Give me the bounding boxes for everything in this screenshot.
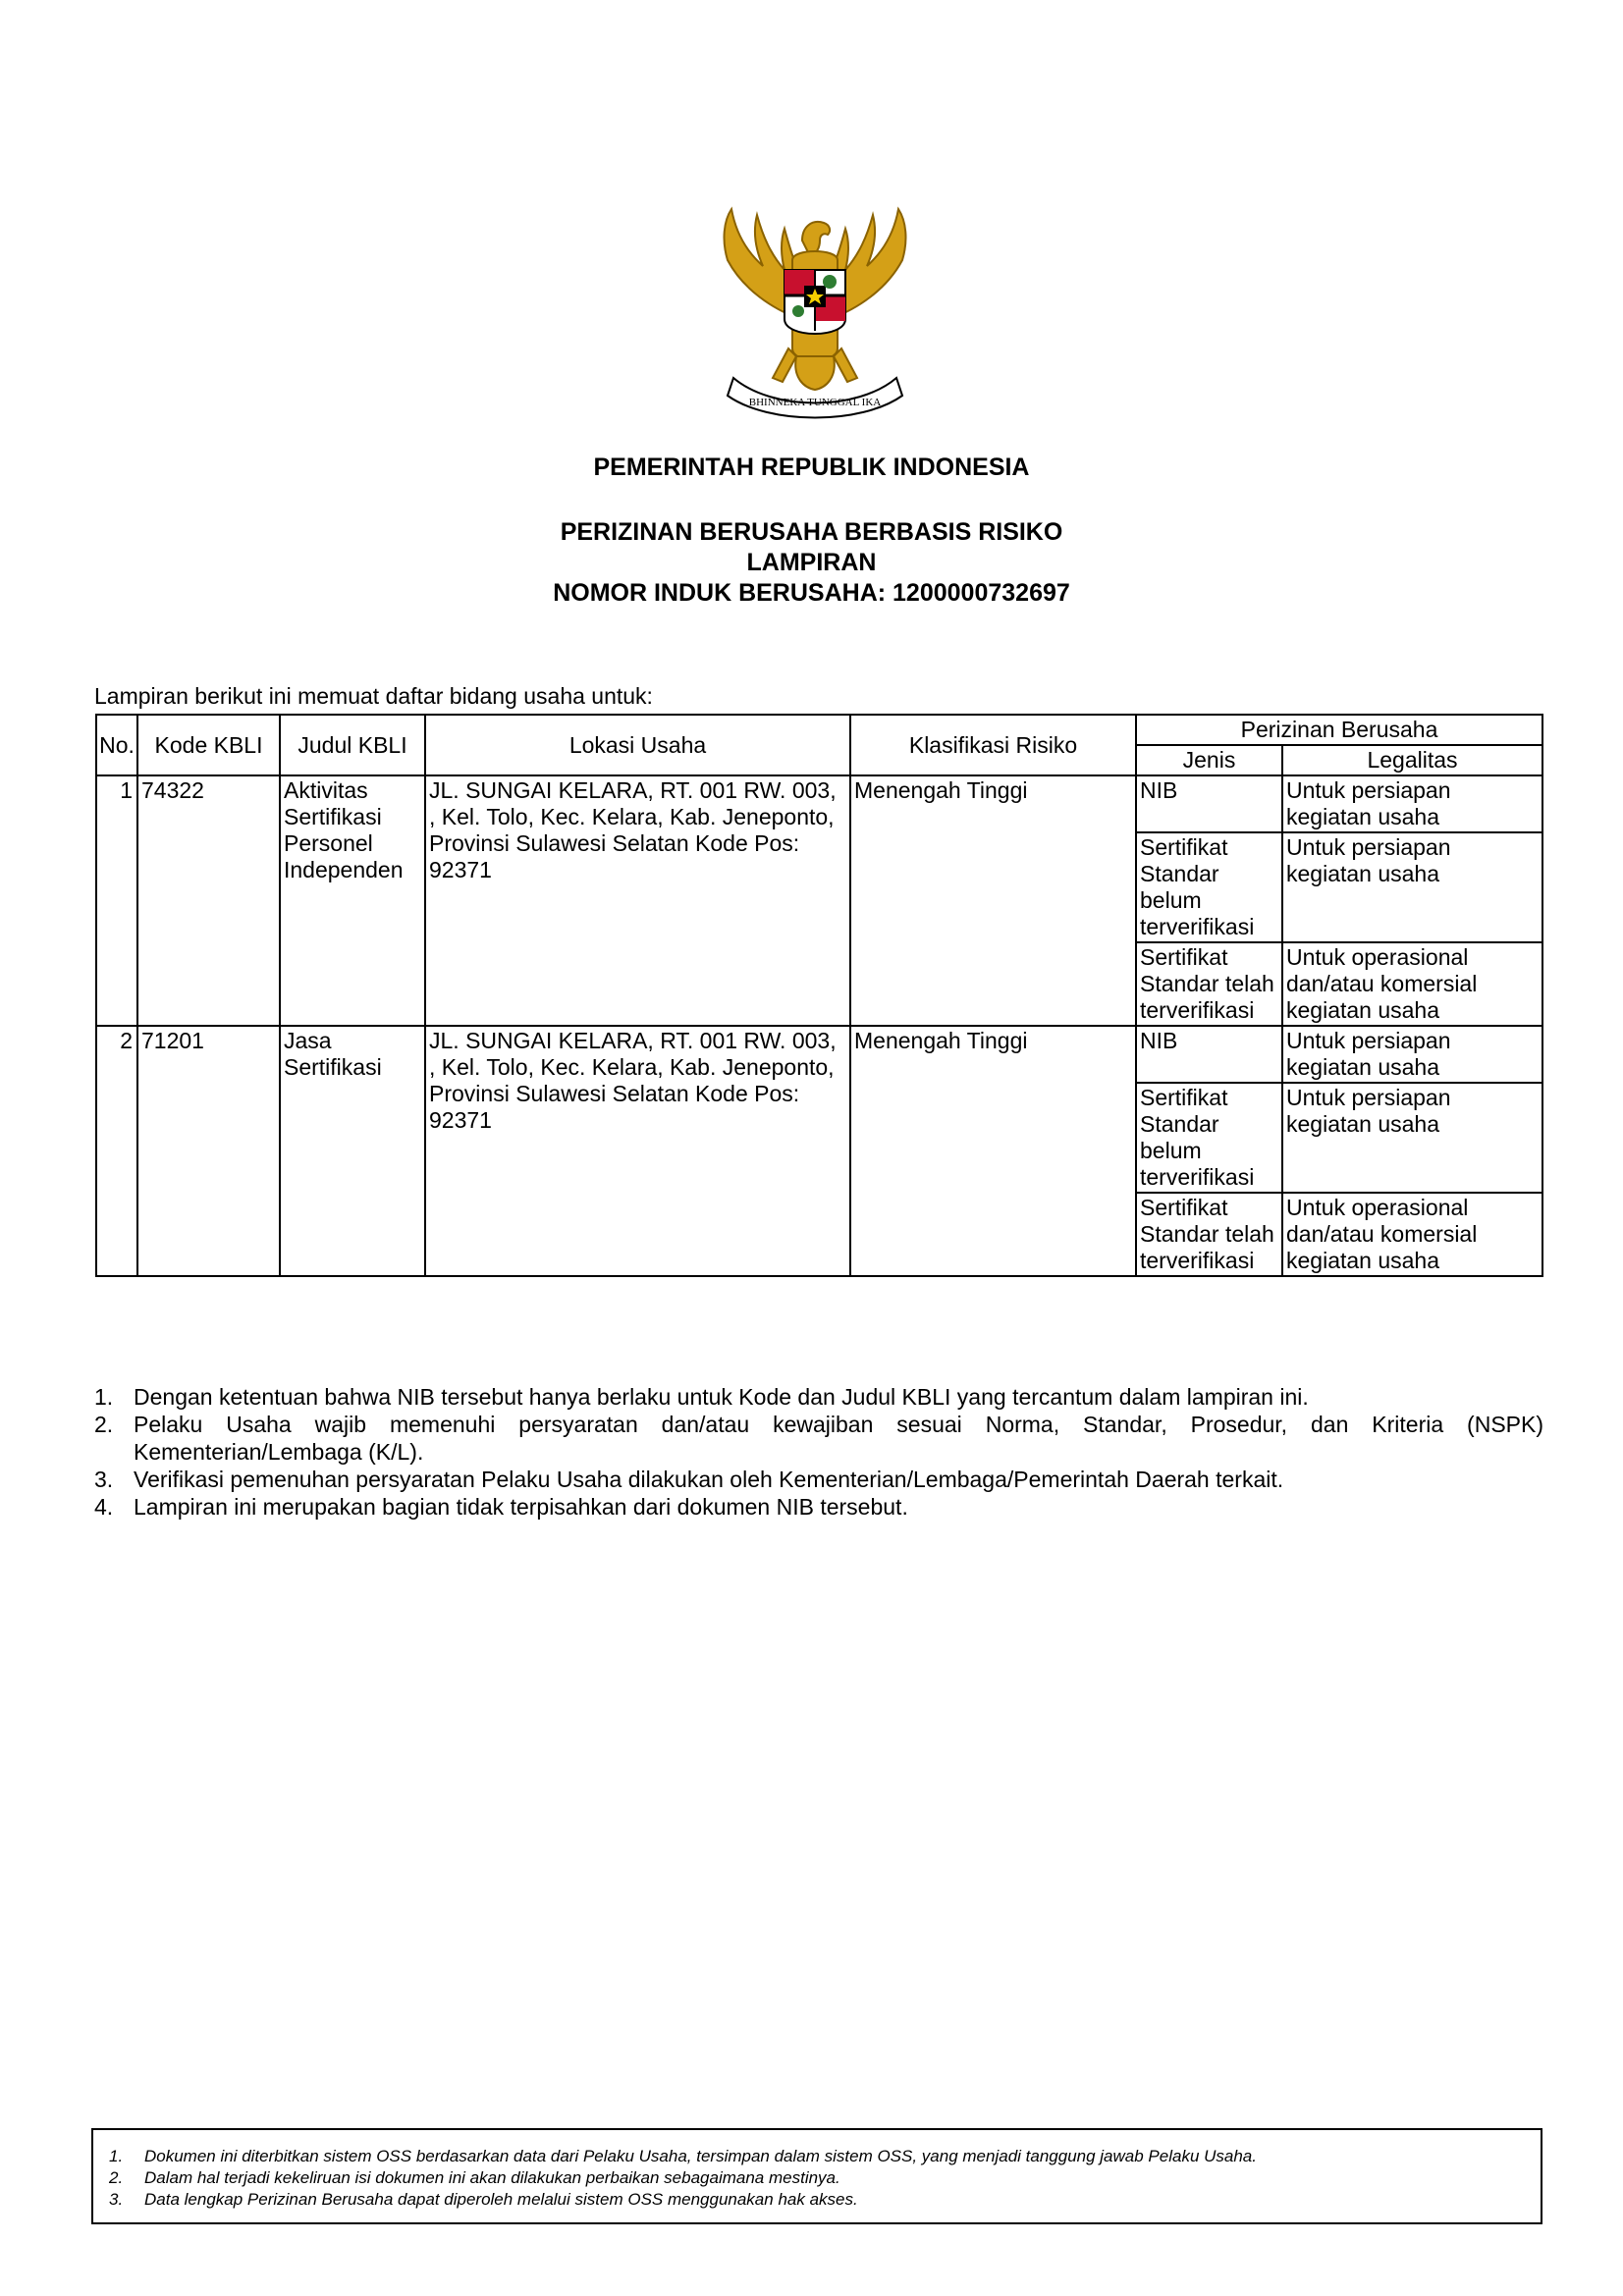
row-no: 1: [96, 775, 137, 1026]
header-perizinan-berusaha: Perizinan Berusaha: [1136, 715, 1542, 745]
list-item: [109, 2189, 1529, 2211]
row-legalitas: Untuk persiapan kegiatan usaha: [1282, 1083, 1542, 1193]
footer-note-text: Data lengkap Perizinan Berusaha dapat diperoleh melalui sistem OSS menggunakan hak akses.: [144, 2190, 858, 2209]
row-legalitas: Untuk persiapan kegiatan usaha: [1282, 1026, 1542, 1083]
row-judul-kbli: Aktivitas Sertifikasi Personel Independen: [280, 775, 425, 1026]
row-legalitas: Untuk operasional dan/atau komersial kegiatan usaha: [1282, 1193, 1542, 1276]
business-fields-table: [95, 714, 1543, 1277]
row-legalitas: Untuk operasional dan/atau komersial kegiatan usaha: [1282, 942, 1542, 1026]
row-jenis: NIB: [1136, 1026, 1282, 1083]
header-jenis: Jenis: [1136, 745, 1282, 775]
note-number: 2.: [94, 1412, 114, 1437]
footer-note-text: Dalam hal terjadi kekeliruan isi dokumen ini akan dilakukan perbaikan sebagaimana mestinya.: [144, 2168, 840, 2187]
document-title: [0, 517, 1623, 609]
list-item: [109, 2146, 1529, 2167]
row-jenis: Sertifikat Standar telah terverifikasi: [1136, 1193, 1282, 1276]
footer-note-number: 1.: [109, 2147, 124, 2165]
row-jenis: NIB: [1136, 775, 1282, 832]
note-number: 3.: [94, 1467, 114, 1492]
header-kode-kbli: Kode KBLI: [137, 715, 280, 775]
header-judul-kbli: Judul KBLI: [280, 715, 425, 775]
row-klasifikasi-risiko: Menengah Tinggi: [850, 1026, 1136, 1276]
footer-note-text: Dokumen ini diterbitkan sistem OSS berdasarkan data dari Pelaku Usaha, tersimpan dalam sistem OSS, yang menjadi tanggung jawab Pelaku Usaha.: [144, 2147, 1257, 2165]
table-header-row: [96, 715, 1542, 745]
footer-note-number: 2.: [109, 2168, 124, 2187]
row-judul-kbli: Jasa Sertifikasi: [280, 1026, 425, 1276]
row-legalitas: Untuk persiapan kegiatan usaha: [1282, 832, 1542, 942]
table-row: [96, 1026, 1542, 1083]
row-jenis: Sertifikat Standar belum terverifikasi: [1136, 1083, 1282, 1193]
row-jenis: Sertifikat Standar telah terverifikasi: [1136, 942, 1282, 1026]
note-number: 1.: [94, 1384, 114, 1410]
note-number: 4.: [94, 1494, 114, 1520]
notes-list: [94, 1383, 1543, 1521]
document-title-line3: NOMOR INDUK BERUSAHA: 1200000732697: [553, 579, 1070, 607]
footer-disclaimer-box: [91, 2128, 1542, 2224]
emblem-motto: BHINNEKA TUNGGAL IKA: [748, 397, 882, 408]
intro-text: Lampiran berikut ini memuat daftar bidang usaha untuk:: [94, 683, 653, 709]
table-row: [96, 775, 1542, 832]
row-lokasi-usaha: JL. SUNGAI KELARA, RT. 001 RW. 003, , Kel. Tolo, Kec. Kelara, Kab. Jeneponto, Provinsi Sulawesi Selatan Kode Pos: 92371: [425, 775, 850, 1026]
header-lokasi-usaha: Lokasi Usaha: [425, 715, 850, 775]
note-text: Dengan ketentuan bahwa NIB tersebut hanya berlaku untuk Kode dan Judul KBLI yang tercantum dalam lampiran ini.: [134, 1384, 1309, 1410]
row-kode-kbli: 71201: [137, 1026, 280, 1276]
header-legalitas: Legalitas: [1282, 745, 1542, 775]
row-klasifikasi-risiko: Menengah Tinggi: [850, 775, 1136, 1026]
list-item: [94, 1466, 1543, 1493]
note-text: Verifikasi pemenuhan persyaratan Pelaku Usaha dilakukan oleh Kementerian/Lembaga/Pemerintah Daerah terkait.: [134, 1467, 1284, 1492]
list-item: [94, 1383, 1543, 1411]
header-klasifikasi-risiko: Klasifikasi Risiko: [850, 715, 1136, 775]
government-title: PEMERINTAH REPUBLIK INDONESIA: [593, 454, 1030, 481]
document-title-line2: LAMPIRAN: [746, 549, 877, 576]
row-lokasi-usaha: JL. SUNGAI KELARA, RT. 001 RW. 003, , Kel. Tolo, Kec. Kelara, Kab. Jeneponto, Provinsi Sulawesi Selatan Kode Pos: 92371: [425, 1026, 850, 1276]
row-kode-kbli: 74322: [137, 775, 280, 1026]
row-jenis: Sertifikat Standar belum terverifikasi: [1136, 832, 1282, 942]
list-item: [109, 2167, 1529, 2189]
document-title-line1: PERIZINAN BERUSAHA BERBASIS RISIKO: [560, 518, 1063, 546]
list-item: [94, 1411, 1543, 1466]
row-no: 2: [96, 1026, 137, 1276]
header-no: No.: [96, 715, 137, 775]
note-text: Lampiran ini merupakan bagian tidak terpisahkan dari dokumen NIB tersebut.: [134, 1494, 908, 1520]
note-text: Pelaku Usaha wajib memenuhi persyaratan dan/atau kewajiban sesuai Norma, Standar, Prosedur, dan Kriteria (NSPK) Kementerian/Lembaga (K/L).: [134, 1412, 1543, 1465]
row-legalitas: Untuk persiapan kegiatan usaha: [1282, 775, 1542, 832]
list-item: [94, 1493, 1543, 1521]
footer-note-number: 3.: [109, 2190, 124, 2209]
garuda-pancasila-emblem: [714, 201, 916, 425]
